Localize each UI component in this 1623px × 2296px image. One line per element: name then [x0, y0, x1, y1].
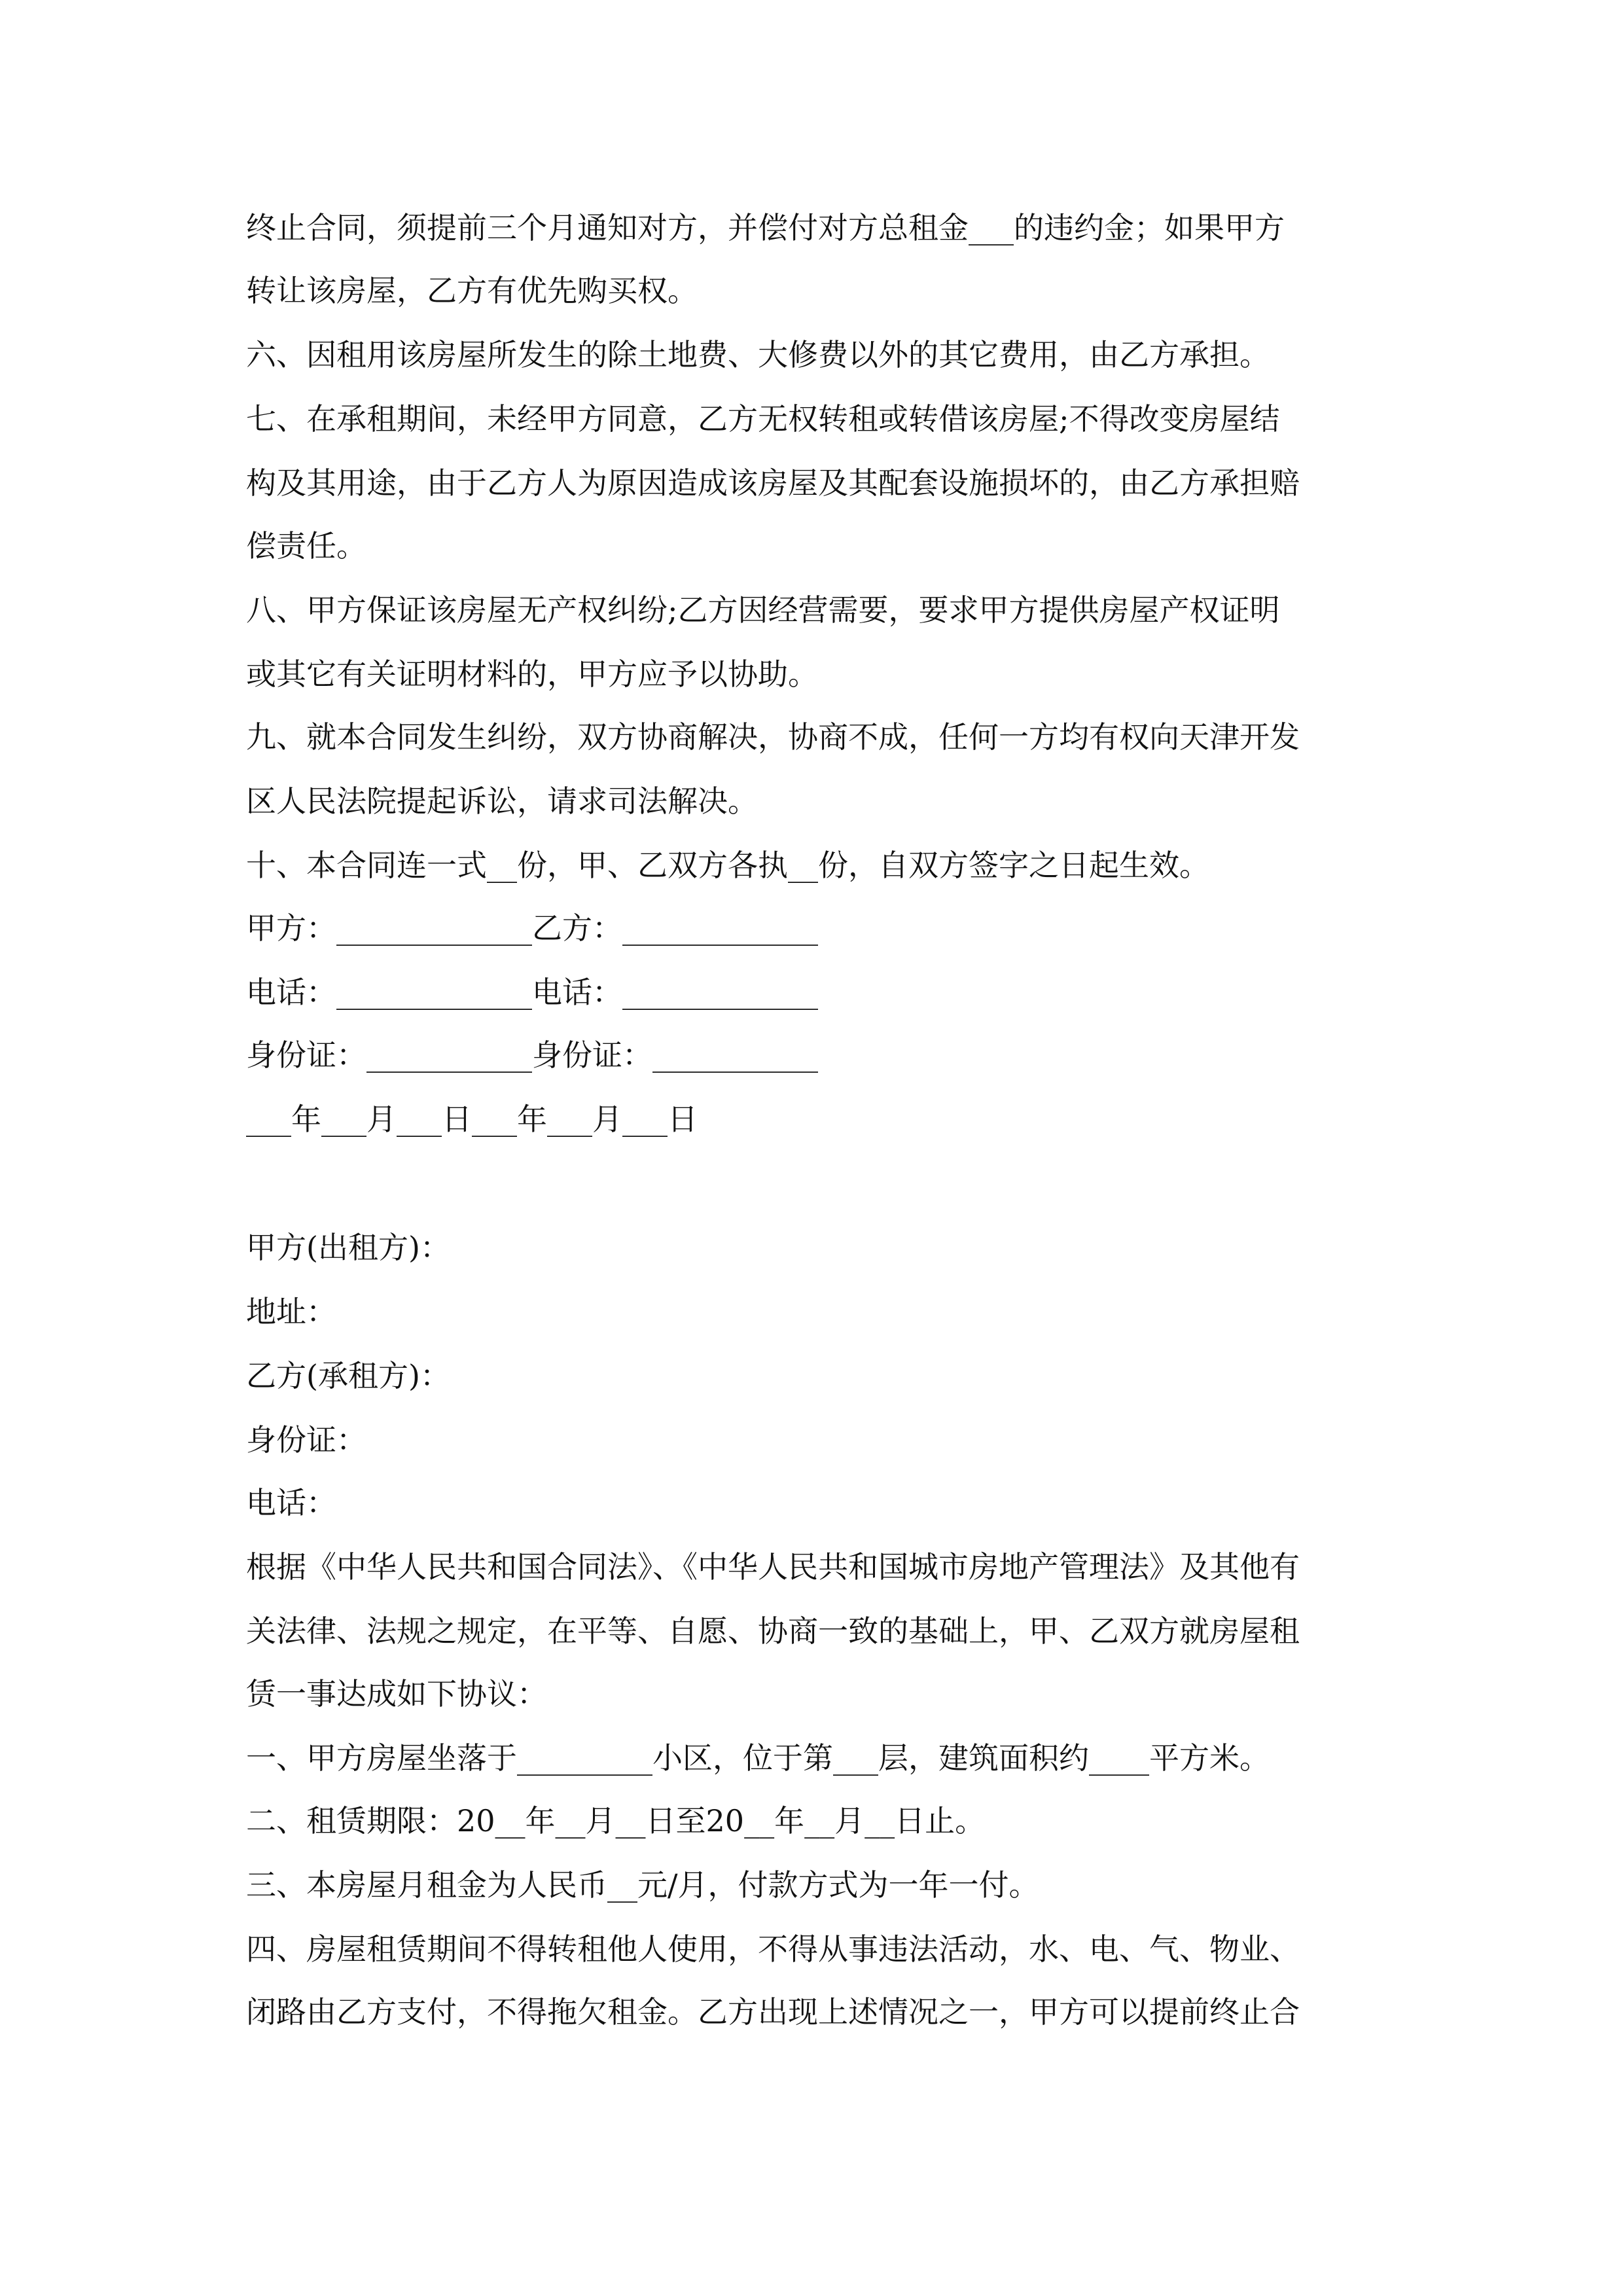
- text-line: 关法律、法规之规定，在平等、自愿、协商一致的基础上，甲、乙双方就房屋租: [246, 1613, 1300, 1649]
- text-line: 三、本房屋月租金为人民币__元/月，付款方式为一年一付。: [246, 1867, 1039, 1903]
- signature-line-party-a-b: 甲方：_____________乙方：_____________: [246, 910, 818, 946]
- text-line: 转让该房屋，乙方有优先购买权。: [246, 273, 698, 308]
- text-line: 九、就本合同发生纠纷，双方协商解决，协商不成，任何一方均有权向天津开发: [246, 719, 1300, 755]
- text-line: 偿责任。: [246, 528, 366, 564]
- signature-line-phone: 电话：_____________电话：_____________: [246, 975, 818, 1010]
- text-line: 七、在承租期间，未经甲方同意，乙方无权转租或转借该房屋;不得改变房屋结: [246, 401, 1280, 437]
- signature-line-id: 身份证：___________身份证：___________: [246, 1037, 818, 1073]
- text-line: 身份证：: [246, 1422, 366, 1458]
- text-line: 十、本合同连一式__份，甲、乙双方各执__份，自双方签字之日起生效。: [246, 848, 1209, 883]
- text-line: 电话：: [246, 1485, 336, 1520]
- text-line: 四、房屋租赁期间不得转租他人使用，不得从事违法活动，水、电、气、物业、: [246, 1931, 1300, 1967]
- text-line: 六、因租用该房屋所发生的除土地费、大修费以外的其它费用，由乙方承担。: [246, 337, 1270, 372]
- text-line: 或其它有关证明材料的，甲方应予以协助。: [246, 656, 818, 692]
- text-line: 甲方(出租方)：: [246, 1230, 450, 1265]
- text-line: 地址：: [246, 1294, 336, 1329]
- text-line: 一、甲方房屋坐落于_________小区，位于第___层，建筑面积约____平方米。: [246, 1740, 1270, 1776]
- text-line: 构及其用途，由于乙方人为原因造成该房屋及其配套设施损坏的，由乙方承担赔: [246, 465, 1300, 501]
- text-line: 终止合同，须提前三个月通知对方，并偿付对方总租金___的违约金；如果甲方: [246, 210, 1285, 245]
- signature-line-date: ___年___月___日___年___月___日: [246, 1102, 698, 1137]
- text-line: 根据《中华人民共和国合同法》、《中华人民共和国城市房地产管理法》及其他有: [246, 1549, 1300, 1585]
- text-line: 赁一事达成如下协议：: [246, 1676, 547, 1712]
- text-line: 乙方(承租方)：: [246, 1358, 450, 1393]
- text-line: 区人民法院提起诉讼，请求司法解决。: [246, 783, 758, 819]
- text-line: 八、甲方保证该房屋无产权纠纷;乙方因经营需要，要求甲方提供房屋产权证明: [246, 592, 1280, 628]
- text-line: 闭路由乙方支付，不得拖欠租金。乙方出现上述情况之一，甲方可以提前终止合: [246, 1994, 1300, 2030]
- text-line: 二、租赁期限：20__年__月__日至20__年__月__日止。: [246, 1803, 986, 1839]
